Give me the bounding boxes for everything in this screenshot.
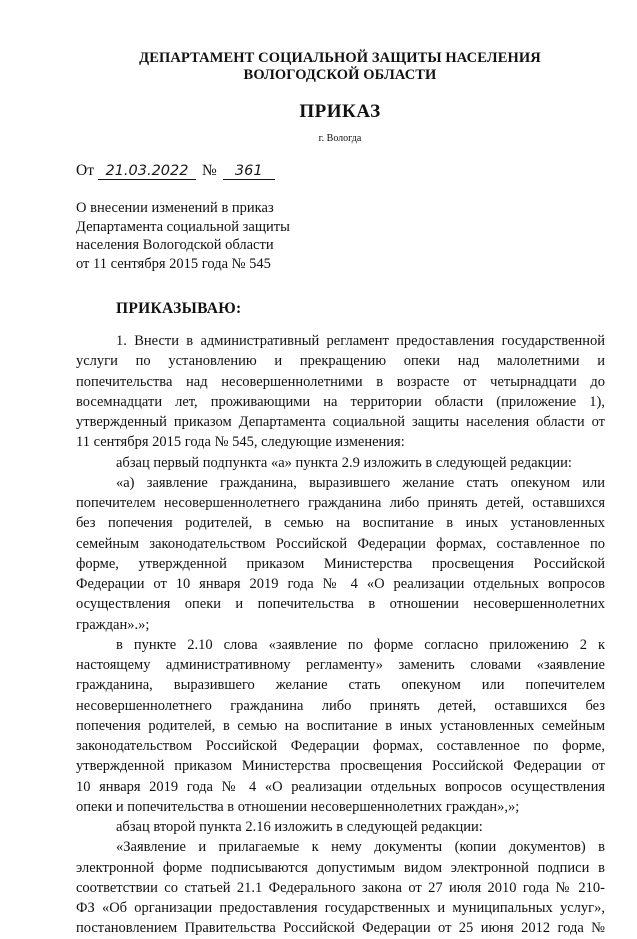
city-label: г. Вологда xyxy=(318,133,362,144)
paragraph xyxy=(76,635,605,817)
subject-line: Департамента социальной защиты xyxy=(76,218,290,235)
paragraph-line: «Заявление и прилагаемые к нему документы (копии документов) в xyxy=(116,839,605,856)
subject-line: от 11 сентября 2015 года № 545 xyxy=(76,255,271,272)
paragraph-line: ФЗ «Об организации предоставления государственных и муниципальных услуг», xyxy=(76,900,605,916)
paragraph xyxy=(76,331,605,453)
paragraph-line: абзац второй пункта 2.16 изложить в следующей редакции: xyxy=(116,819,483,835)
order-subject xyxy=(76,199,376,273)
paragraph xyxy=(76,453,605,473)
paragraph-line: электронной форме подписываются допустимым видом электронной подписи в xyxy=(76,859,605,876)
paragraph-line: 11 сентября 2015 года № 545, следующие изменения: xyxy=(76,434,405,451)
paragraph-line: семейным законодательством Российской Федерации формах, составленное по xyxy=(76,535,605,552)
paragraph-line: утвержденный приказом Департамента социальной защиты населения области от xyxy=(76,414,605,430)
handwritten-date: 21.03.2022 xyxy=(98,163,196,180)
paragraph-line: Федерации от 10 января 2019 года № 4 «О реализации отдельных вопросов xyxy=(76,576,605,592)
paragraph-line: опеки и попечительства в отношении несовершеннолетних граждан»,»; xyxy=(76,798,520,815)
paragraph-line: соответствии со статьей 21.1 Федерального закона от 27 июля 2010 года № 210- xyxy=(76,879,605,896)
paragraph-line: осуществления опеки и попечительства в отношении несовершеннолетних xyxy=(76,596,605,613)
paragraph-line: граждан».»; xyxy=(76,616,150,633)
subject-line: населения Вологодской области xyxy=(76,237,274,253)
paragraph-line: несовершеннолетнего гражданина либо принять детей, оставшихся без xyxy=(76,697,605,714)
paragraph xyxy=(76,473,605,635)
order-date-number-row xyxy=(76,162,275,180)
paragraph-line: в пункте 2.10 слова «заявление по форме согласно приложению 2 к xyxy=(116,636,605,653)
paragraph-line: абзац первый подпункта «а» пункта 2.9 изложить в следующей редакции: xyxy=(116,454,572,471)
paragraph-line: настоящему административному регламенту» заменить словами «заявление xyxy=(76,657,605,673)
paragraph-line: гражданина, выразившего желание стать опекуном или попечителем xyxy=(76,677,605,694)
subject-line: О внесении изменений в приказ xyxy=(76,200,274,216)
handwritten-number: 361 xyxy=(223,163,275,180)
paragraph-line: постановлением Правительства Российской Федерации от 25 июня 2012 года № xyxy=(76,920,605,937)
paragraph-line: утвержденной приказом Министерства просвещения Российской Федерации от xyxy=(76,758,605,775)
paragraph xyxy=(76,817,605,837)
department-name-line-2: ВОЛОГОДСКОЙ ОБЛАСТИ xyxy=(243,67,437,83)
decree-word: ПРИКАЗЫВАЮ: xyxy=(116,300,242,317)
paragraph-line: «а) заявление гражданина, выразившего желание стать опекуном или xyxy=(116,474,605,491)
paragraph-line: восемнадцати лет, проживающими на территории области (приложение 1), xyxy=(76,393,605,410)
paragraph-line: попечительства над несовершеннолетними в возрасте от четырнадцати до xyxy=(76,373,605,390)
paragraph-line: попечителем несовершеннолетнего гражданина либо принять детей, оставшихся xyxy=(76,495,605,511)
paragraph-line: услуги по установлению и прекращению опеки над малолетними и xyxy=(76,353,605,370)
order-body xyxy=(76,331,605,939)
paragraph-line: законодательством Российской Федерации формах, составленное по форме, xyxy=(76,738,605,754)
paragraph-line: 1. Внести в административный регламент предоставления государственной xyxy=(116,333,605,349)
number-label: № xyxy=(201,162,217,179)
paragraph-line: попечения родителей, в семью на воспитание в иных установленных семейным xyxy=(76,717,605,734)
paragraph xyxy=(76,837,605,938)
paragraph-line: форме, утвержденной приказом Министерства просвещения Российской xyxy=(76,555,605,572)
department-name-line-1: ДЕПАРТАМЕНТ СОЦИАЛЬНОЙ ЗАЩИТЫ НАСЕЛЕНИЯ xyxy=(139,50,541,66)
paragraph-line: без попечения родителей, в семью на воспитание в иных установленных xyxy=(76,515,605,532)
order-title: ПРИКАЗ xyxy=(299,101,381,122)
department-header xyxy=(60,50,620,84)
date-label: От xyxy=(76,162,94,179)
paragraph-line: 10 января 2019 года № 4 «О реализации отдельных вопросов осуществления xyxy=(76,778,605,795)
